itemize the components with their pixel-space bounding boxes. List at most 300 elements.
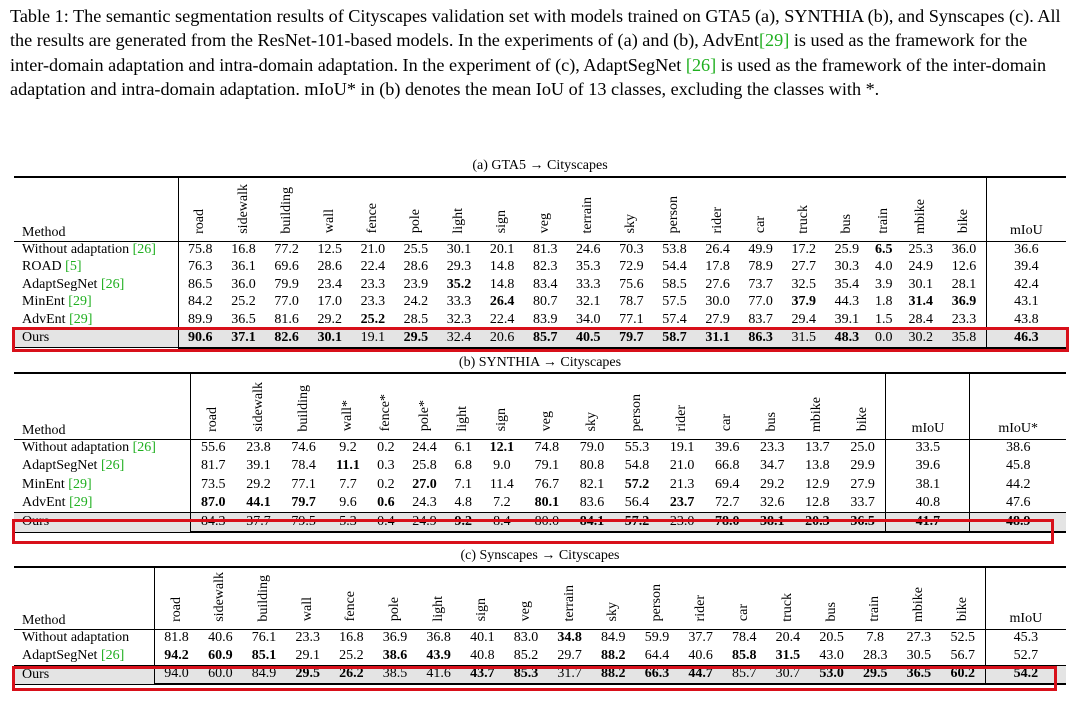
score-cell: 43.0 <box>819 647 844 663</box>
score-cell: 27.7 <box>791 259 816 275</box>
class-label: wall <box>299 597 315 622</box>
score-cell: 64.4 <box>644 647 670 663</box>
score-cell: 77.0 <box>748 294 773 310</box>
score-cell: 59.9 <box>644 630 670 646</box>
method-name <box>14 294 178 312</box>
score-cell: 78.9 <box>748 259 773 275</box>
method-name <box>14 647 154 665</box>
score-cell: 4.0 <box>875 259 893 275</box>
score-cell: 28.6 <box>317 259 342 275</box>
score-cell: 29.4 <box>791 311 816 327</box>
class-label: terrain <box>561 584 577 622</box>
score-cell: 30.3 <box>834 259 860 275</box>
class-column-header <box>782 177 825 241</box>
score-cell: 31.4 <box>908 294 933 310</box>
score-cell: 29.1 <box>295 647 320 663</box>
score-cell: 69.4 <box>714 476 740 492</box>
score-cell: 44.7 <box>679 665 723 684</box>
score-cell: 33.3 <box>446 294 472 310</box>
score-cell: 43.7 <box>460 665 504 684</box>
score-cell: 39.1 <box>834 311 860 327</box>
caption-text: Table 1: The semantic segmentation results of Cityscapes validation set with models trained on GTA5 (a), SYNTHIA (b), and Synscapes (c). All the results are generated from the ResNet-101-based models. In the experiments of (a) and (b), AdvEnt <box>10 6 1061 51</box>
score-cell: 22.4 <box>360 259 386 275</box>
score-cell: 86.5 <box>178 276 222 294</box>
score-cell: 32.1 <box>576 294 601 310</box>
table-row <box>14 439 1066 457</box>
score-cell: 0.2 <box>377 440 395 456</box>
score-cell: 84.2 <box>178 294 222 312</box>
class-label: light <box>455 405 471 432</box>
score-cell: 23.3 <box>295 630 320 646</box>
score-cell: 85.7 <box>524 329 567 348</box>
score-cell: 82.1 <box>579 476 605 492</box>
score-cell: 12.6 <box>951 259 977 275</box>
score-cell: 88.2 <box>591 665 635 684</box>
class-label: fence <box>343 591 359 622</box>
score-cell: 37.7 <box>688 630 713 646</box>
score-cell: 83.9 <box>532 311 558 327</box>
score-cell: 23.3 <box>951 311 977 327</box>
score-cell: 35.3 <box>576 259 601 275</box>
score-cell: 38.6 <box>382 647 408 663</box>
class-column-header <box>370 373 402 439</box>
score-cell: 14.8 <box>489 276 515 292</box>
score-cell: 37.9 <box>791 294 816 310</box>
score-cell: 39.1 <box>246 458 271 474</box>
score-cell: 34.0 <box>576 311 601 327</box>
score-cell: 24.6 <box>576 242 601 257</box>
score-cell: 36.5 <box>897 665 941 684</box>
score-cell: 57.5 <box>662 294 687 310</box>
score-cell: 75.8 <box>178 241 222 259</box>
class-label: bike <box>956 209 971 234</box>
score-cell: 23.3 <box>360 276 386 292</box>
score-cell: 73.5 <box>190 476 236 494</box>
class-label: bike <box>954 597 970 622</box>
score-cell: 30.7 <box>766 665 810 684</box>
score-cell: 57.4 <box>662 311 687 327</box>
citation-link[interactable]: [29] <box>69 494 93 510</box>
score-cell: 29.2 <box>317 311 342 327</box>
score-cell: 77.0 <box>274 294 299 310</box>
score-cell: 84.9 <box>601 630 626 646</box>
score-cell: 76.1 <box>251 630 277 646</box>
class-column-header <box>635 567 679 629</box>
class-label: fence <box>364 203 380 234</box>
score-cell: 26.4 <box>489 294 515 310</box>
score-cell: 76.7 <box>534 476 560 492</box>
score-cell: 24.4 <box>412 440 437 456</box>
score-cell: 32.3 <box>446 311 472 327</box>
score-cell: 25.5 <box>403 242 429 257</box>
score-cell: 30.2 <box>899 329 942 348</box>
method-label: AdaptSegNet <box>22 276 101 292</box>
score-cell: 66.3 <box>635 665 679 684</box>
class-label: sidewalk <box>235 183 251 234</box>
citation-link[interactable]: [26] <box>100 276 125 292</box>
score-cell: 32.4 <box>437 329 480 348</box>
score-cell: 81.7 <box>190 457 236 475</box>
class-column-header <box>326 373 370 439</box>
class-label: mbike <box>912 198 928 234</box>
score-cell: 79.9 <box>274 276 299 292</box>
miou-column-header: mIoU <box>886 373 970 439</box>
miou-cell: 43.8 <box>986 311 1066 329</box>
score-cell: 53.8 <box>662 242 687 257</box>
class-column-header <box>242 567 286 629</box>
score-cell: 7.2 <box>493 494 511 510</box>
class-label: pole <box>407 209 423 234</box>
class-column-header <box>481 177 524 241</box>
score-cell: 78.7 <box>619 294 644 310</box>
score-cell: 38.5 <box>373 665 417 684</box>
class-column-header <box>330 567 374 629</box>
score-cell: 44.3 <box>834 294 860 310</box>
score-cell: 12.5 <box>317 242 342 257</box>
method-label: Without adaptation <box>22 630 130 646</box>
class-column-header <box>679 567 723 629</box>
score-cell: 9.6 <box>339 494 357 510</box>
class-column-header <box>591 567 635 629</box>
score-cell: 69.6 <box>274 259 299 275</box>
class-column-header <box>281 373 326 439</box>
class-label: sky <box>623 214 639 234</box>
class-label: road <box>168 596 184 622</box>
score-cell: 72.7 <box>714 494 740 510</box>
table-row <box>14 629 1066 647</box>
score-cell: 83.4 <box>532 276 558 292</box>
score-cell: 60.2 <box>941 665 986 684</box>
class-column-header <box>653 177 696 241</box>
class-label: bus <box>823 602 839 622</box>
class-column-header <box>766 567 810 629</box>
score-cell: 40.5 <box>567 329 610 348</box>
score-cell: 24.3 <box>412 494 437 510</box>
method-name <box>14 494 190 512</box>
class-label: terrain <box>580 196 596 234</box>
class-label: bus <box>838 214 854 234</box>
class-label: train <box>875 207 891 234</box>
score-cell: 58.7 <box>653 329 696 348</box>
score-cell: 25.2 <box>339 647 364 663</box>
miou-cell: 36.6 <box>986 241 1066 259</box>
miou-cell: 44.2 <box>970 476 1066 494</box>
method-label: AdvEnt <box>22 494 70 510</box>
score-cell: 33.7 <box>850 494 875 510</box>
score-cell: 81.8 <box>154 629 199 647</box>
score-cell: 25.3 <box>908 242 933 257</box>
class-column-header <box>615 373 660 439</box>
results-table-gta5 <box>14 176 1066 349</box>
score-cell: 23.7 <box>669 494 695 510</box>
score-cell: 77.1 <box>619 311 644 327</box>
citation-link[interactable]: [5] <box>65 259 82 275</box>
class-column-header <box>265 177 308 241</box>
score-cell: 31.5 <box>782 329 825 348</box>
caption-ref-link[interactable]: [29] <box>758 30 790 51</box>
method-label: AdaptSegNet <box>22 647 101 663</box>
class-column-header <box>286 567 330 629</box>
method-label: MinEnt <box>22 294 69 310</box>
class-column-header <box>548 567 592 629</box>
score-cell: 0.0 <box>868 329 899 348</box>
score-cell: 29.2 <box>246 476 271 492</box>
method-label: Ours <box>22 330 50 345</box>
score-cell: 32.5 <box>791 276 816 292</box>
score-cell: 80.7 <box>532 294 558 310</box>
score-cell: 74.8 <box>534 440 560 456</box>
miou-cell: 38.1 <box>886 476 970 494</box>
score-cell: 20.6 <box>481 329 524 348</box>
score-cell: 79.0 <box>579 440 605 456</box>
class-label: person <box>648 584 664 622</box>
citation-link[interactable]: [29] <box>68 476 92 492</box>
class-column-header <box>941 567 986 629</box>
class-label: sidewalk <box>250 381 266 432</box>
class-label: bike <box>854 407 870 432</box>
method-label: Ours <box>22 514 50 530</box>
score-cell: 22.4 <box>489 311 515 327</box>
score-cell: 80.1 <box>534 494 560 510</box>
score-cell: 35.8 <box>942 329 986 348</box>
class-label: sign <box>493 408 509 432</box>
class-label: sign <box>494 210 510 234</box>
class-column-header <box>610 177 653 241</box>
score-cell: 30.5 <box>906 647 932 663</box>
class-column-header <box>853 567 897 629</box>
score-cell: 9.2 <box>447 512 479 532</box>
score-cell: 9.0 <box>493 458 511 474</box>
miou-cell: 45.8 <box>970 457 1066 475</box>
score-cell: 32.6 <box>760 494 785 510</box>
class-column-header <box>722 567 766 629</box>
score-cell: 40.8 <box>470 647 495 663</box>
score-cell: 28.6 <box>403 259 429 275</box>
score-cell: 85.3 <box>504 665 548 684</box>
score-cell: 89.9 <box>178 311 222 329</box>
class-column-header <box>236 373 281 439</box>
score-cell: 86.3 <box>739 329 782 348</box>
score-cell: 19.1 <box>351 329 394 348</box>
class-label: car <box>719 414 735 432</box>
class-label: pole* <box>416 400 432 432</box>
score-cell: 79.1 <box>534 458 560 474</box>
class-column-header <box>899 177 942 241</box>
score-cell: 7.7 <box>339 476 357 492</box>
score-cell: 55.3 <box>624 440 650 456</box>
score-cell: 29.5 <box>853 665 897 684</box>
citation-link[interactable]: [26] <box>132 242 156 257</box>
score-cell: 23.3 <box>360 294 386 310</box>
class-label: sidewalk <box>212 571 228 622</box>
caption-text: is used as the framework for the inter-domain adaptation and intra-domain adaptation. In the experiment of (c), AdaptSegNet <box>10 30 1028 75</box>
class-label: car <box>736 604 752 622</box>
score-cell: 79.5 <box>281 512 326 532</box>
score-cell: 77.2 <box>274 242 299 257</box>
score-cell: 20.1 <box>489 242 515 257</box>
score-cell: 27.0 <box>412 476 437 492</box>
score-cell: 78.4 <box>732 630 757 646</box>
class-label: train <box>867 595 883 622</box>
score-cell: 83.7 <box>748 311 773 327</box>
miou-cell: 38.6 <box>970 439 1066 457</box>
score-cell: 94.0 <box>154 665 199 684</box>
citation-link[interactable]: [29] <box>69 311 93 327</box>
score-cell: 76.3 <box>178 259 222 277</box>
score-cell: 57.2 <box>624 476 650 492</box>
method-label: AdaptSegNet <box>22 458 101 474</box>
miou-column-header: mIoU* <box>970 373 1066 439</box>
score-cell: 29.2 <box>760 476 785 492</box>
method-label: AdvEnt <box>22 311 70 327</box>
class-column-header <box>524 177 567 241</box>
score-cell: 79.7 <box>610 329 653 348</box>
miou-cell: 41.7 <box>886 512 970 532</box>
class-label: building <box>295 384 311 432</box>
header-row <box>14 567 1066 629</box>
score-cell: 12.8 <box>805 494 830 510</box>
miou-column-header: mIoU <box>985 567 1066 629</box>
score-cell: 40.6 <box>688 647 713 663</box>
citation-link[interactable]: [26] <box>100 458 125 474</box>
score-cell: 83.6 <box>579 494 605 510</box>
score-cell: 0.6 <box>377 494 395 510</box>
score-cell: 7.1 <box>454 476 472 492</box>
score-cell: 8.4 <box>479 512 524 532</box>
class-column-header <box>154 567 199 629</box>
score-cell: 13.8 <box>805 458 830 474</box>
class-label: truck <box>795 204 811 234</box>
score-cell: 37.7 <box>236 512 281 532</box>
method-label: Without adaptation <box>22 242 133 257</box>
class-column-header <box>351 177 394 241</box>
score-cell: 11.4 <box>489 476 514 492</box>
subtable-title-b: (b) SYNTHIA → Cityscapes <box>458 355 622 370</box>
score-cell: 43.9 <box>426 647 451 663</box>
miou-cell: 52.7 <box>985 647 1066 665</box>
class-label: bus <box>764 412 780 432</box>
score-cell: 36.9 <box>382 630 408 646</box>
citation-link[interactable]: [26] <box>100 647 125 663</box>
method-column-header: Method <box>14 373 190 439</box>
table-row <box>14 647 1066 665</box>
score-cell: 27.3 <box>906 630 932 646</box>
score-cell: 12.1 <box>489 440 515 456</box>
class-column-header <box>308 177 351 241</box>
score-cell: 36.5 <box>231 311 256 327</box>
class-column-header <box>825 177 868 241</box>
score-cell: 23.3 <box>760 440 785 456</box>
caption-text: is used as the framework of the inter-domain adaptation and intra-domain adaptation. mIoU* in (b) denotes the mean IoU of 13 classes, excluding the classes with *. <box>10 54 1047 99</box>
class-column-header <box>750 373 795 439</box>
score-cell: 16.8 <box>339 630 364 646</box>
score-cell: 1.5 <box>875 311 893 327</box>
score-cell: 29.3 <box>446 259 472 275</box>
score-cell: 0.3 <box>377 458 395 474</box>
class-label: mbike <box>910 586 926 622</box>
score-cell: 35.2 <box>446 276 472 292</box>
score-cell: 4.8 <box>454 494 472 510</box>
score-cell: 54.8 <box>624 458 650 474</box>
table-row <box>14 311 1066 329</box>
method-column-header: Method <box>14 177 178 241</box>
class-column-header <box>569 373 614 439</box>
miou-cell: 48.9 <box>970 512 1066 532</box>
class-column-header <box>479 373 524 439</box>
class-column-header <box>696 177 739 241</box>
class-label: veg <box>537 213 553 234</box>
score-cell: 85.8 <box>732 647 757 663</box>
class-column-header <box>417 567 461 629</box>
score-cell: 30.1 <box>446 242 472 257</box>
score-cell: 27.9 <box>850 476 875 492</box>
score-cell: 35.4 <box>834 276 860 292</box>
score-cell: 53.0 <box>810 665 854 684</box>
score-cell: 56.4 <box>624 494 650 510</box>
score-cell: 84.3 <box>190 512 236 532</box>
class-column-header <box>190 373 236 439</box>
score-cell: 30.1 <box>308 329 351 348</box>
score-cell: 26.2 <box>330 665 374 684</box>
score-cell: 39.6 <box>714 440 740 456</box>
method-label: Ours <box>22 666 50 682</box>
score-cell: 23.4 <box>317 276 342 292</box>
score-cell: 55.6 <box>190 439 236 457</box>
score-cell: 23.0 <box>660 512 705 532</box>
score-cell: 34.7 <box>760 458 785 474</box>
score-cell: 3.9 <box>875 276 893 292</box>
score-cell: 30.1 <box>908 276 933 292</box>
citation-link[interactable]: [29] <box>68 294 92 310</box>
class-label: veg <box>538 411 554 432</box>
score-cell: 9.2 <box>339 440 357 456</box>
score-cell: 80.0 <box>524 512 569 532</box>
score-cell: 24.9 <box>908 259 933 275</box>
method-name <box>14 241 178 259</box>
score-cell: 84.1 <box>569 512 614 532</box>
class-label: car <box>752 216 768 234</box>
score-cell: 30.0 <box>705 294 730 310</box>
class-column-header <box>504 567 548 629</box>
class-column-header <box>660 373 705 439</box>
method-column-header: Method <box>14 567 154 629</box>
score-cell: 90.6 <box>178 329 222 348</box>
score-cell: 74.6 <box>291 440 316 456</box>
subtable-title-a: (a) GTA5 → Cityscapes <box>472 158 608 173</box>
class-column-header <box>178 177 222 241</box>
class-column-header <box>567 177 610 241</box>
score-cell: 14.8 <box>489 259 515 275</box>
score-cell: 6.1 <box>454 440 472 456</box>
class-label: wall <box>321 209 337 234</box>
score-cell: 28.5 <box>403 311 429 327</box>
score-cell: 25.2 <box>360 311 386 327</box>
miou-cell: 43.1 <box>986 294 1066 312</box>
score-cell: 70.3 <box>619 242 644 257</box>
score-cell: 94.2 <box>154 647 199 665</box>
score-cell: 73.7 <box>748 276 773 292</box>
score-cell: 36.9 <box>951 294 977 310</box>
caption-ref-link[interactable]: [26] <box>685 54 717 75</box>
score-cell: 40.6 <box>208 630 233 646</box>
score-cell: 16.8 <box>231 242 256 257</box>
score-cell: 25.0 <box>850 440 875 456</box>
class-label: wall* <box>339 400 355 432</box>
citation-link[interactable]: [26] <box>132 440 156 456</box>
class-label: veg <box>517 601 533 622</box>
class-label: rider <box>709 207 725 234</box>
score-cell: 49.9 <box>748 242 773 257</box>
